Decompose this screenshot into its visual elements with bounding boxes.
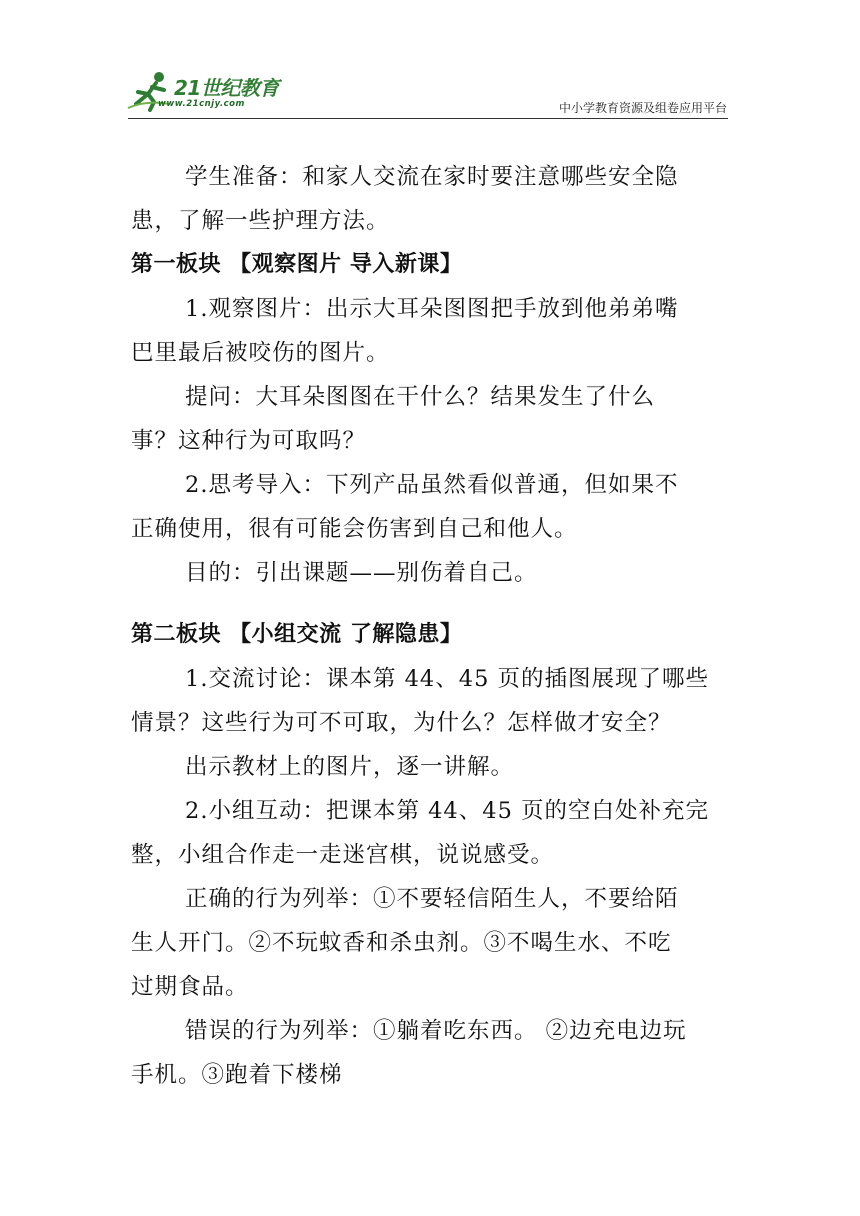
platform-name: 中小学教育资源及组卷应用平台 [558,101,727,115]
paragraph-line: 提问：大耳朵图图在干什么？结果发生了什么 [185,384,656,410]
logo-text: 21世纪教育 [174,76,279,100]
paragraph-line: 生人开门。②不玩蚊香和杀虫剂。③不喝生水、不吃 [131,930,672,956]
paragraph-line: 2.思考导入：下列产品虽然看似普通，但如果不 [185,472,679,498]
logo-url: www.21cnjy.com [158,99,245,109]
paragraph-line: 目的：引出课题——别伤着自己。 [185,560,538,586]
page-header [0,0,860,120]
section-heading: 第一板块 【观察图片 导入新课】 [131,252,463,277]
section-heading: 第二板块 【小组交流 了解隐患】 [131,622,463,647]
paragraph-line: 出示教材上的图片，逐一讲解。 [185,754,515,780]
paragraph-line: 错误的行为列举：①躺着吃东西。 ②边充电边玩 [185,1018,687,1044]
document-body [131,155,731,1097]
paragraph-line: 1.交流讨论：课本第 44、45 页的插图展现了哪些 [185,666,710,692]
paragraph-line: 整，小组合作走一走迷宫棋，说说感受。 [131,842,555,868]
paragraph-line: 巴里最后被咬伤的图片。 [131,340,390,366]
paragraph-line: 事？这种行为可取吗？ [131,428,367,454]
paragraph-line: 正确使用，很有可能会伤害到自己和他人。 [131,516,578,542]
paragraph-line: 学生准备：和家人交流在家时要注意哪些安全隐 [185,164,679,190]
paragraph-line: 正确的行为列举：①不要轻信陌生人，不要给陌 [185,886,679,912]
paragraph-line: 手机。③跑着下楼梯 [131,1062,343,1088]
header-divider [128,118,728,119]
paragraph-line: 情景？这些行为可不可取，为什么？怎样做才安全？ [131,710,672,736]
paragraph-line: 患，了解一些护理方法。 [131,208,390,234]
logo [126,70,296,116]
paragraph-line: 2.小组互动：把课本第 44、45 页的空白处补充完 [185,798,710,824]
paragraph-line: 过期食品。 [131,974,249,1000]
paragraph-line: 1.观察图片：出示大耳朵图图把手放到他弟弟嘴 [185,296,679,322]
